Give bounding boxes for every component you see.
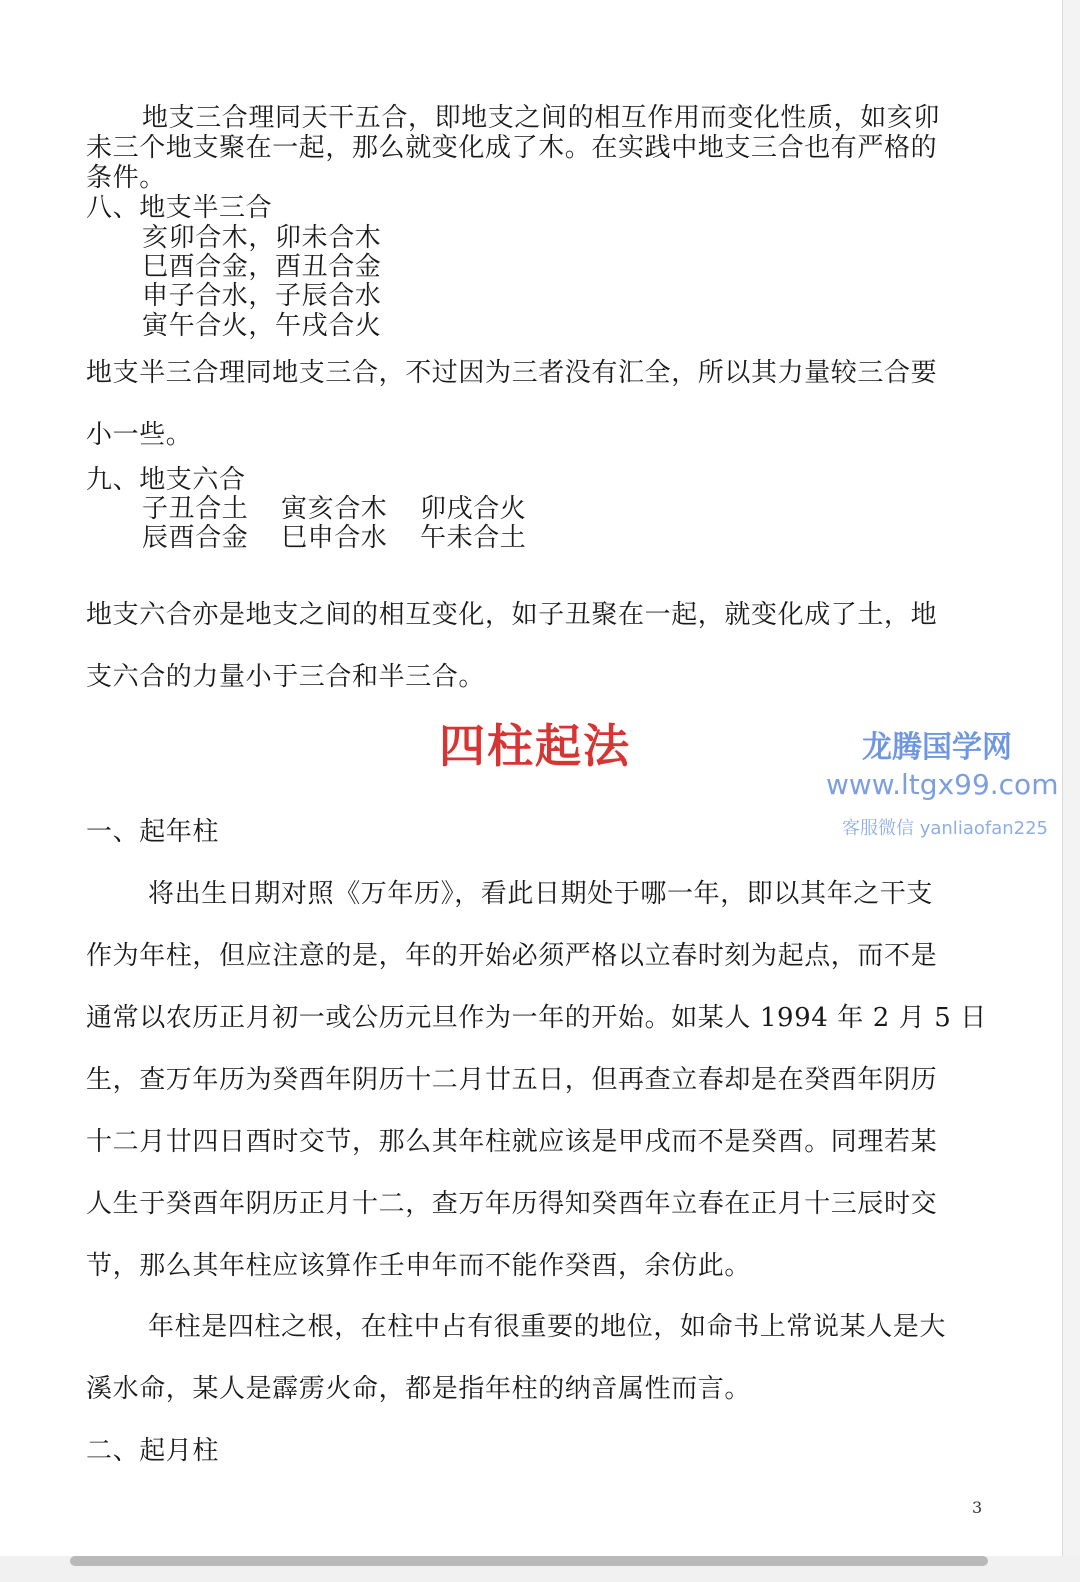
paragraph-text: 溪水命，某人是霹雳火命，都是指年柱的纳音属性而言。 <box>86 1374 752 1404</box>
list-item: 亥卯合木，卯未合木 <box>142 223 382 253</box>
list-item: 午未合土 <box>420 523 527 553</box>
paragraph-text: 生，查万年历为癸酉年阴历十二月廿五日，但再查立春却是在癸酉年阴历 <box>86 1065 938 1095</box>
list-item: 辰酉合金 <box>142 523 249 553</box>
paragraph-text: 地支六合亦是地支之间的相互变化，如子丑聚在一起，就变化成了土，地 <box>86 600 938 630</box>
paragraph-text: 支六合的力量小于三合和半三合。 <box>86 662 486 692</box>
paragraph-text: 地支半三合理同地支三合，不过因为三者没有汇全，所以其力量较三合要 <box>86 358 938 388</box>
paragraph-text: 作为年柱，但应注意的是，年的开始必须严格以立春时刻为起点，而不是 <box>86 941 938 971</box>
list-item: 卯戌合火 <box>420 494 527 524</box>
paragraph-text: 未三个地支聚在一起，那么就变化成了木。在实践中地支三合也有严格的 <box>86 133 938 163</box>
chapter-title: 四柱起法 <box>439 719 631 773</box>
paragraph-text: 通常以农历正月初一或公历元旦作为一年的开始。如某人 1994 年 2 月 5 日 <box>86 1003 987 1033</box>
horizontal-scrollbar[interactable] <box>70 1556 988 1566</box>
watermark-title: 龙腾国学网 <box>862 730 1012 765</box>
paragraph-text: 条件。 <box>86 163 166 193</box>
page-number: 3 <box>972 1498 983 1517</box>
viewer-margin <box>1063 0 1080 1556</box>
paragraph-text: 年柱是四柱之根，在柱中占有很重要的地位，如命书上常说某人是大 <box>148 1312 947 1342</box>
paragraph-text: 小一些。 <box>86 420 193 450</box>
list-item: 寅午合火，午戌合火 <box>142 311 382 341</box>
paragraph-text: 将出生日期对照《万年历》，看此日期处于哪一年，即以其年之干支 <box>148 879 934 909</box>
paragraph-text: 地支三合理同天干五合，即地支之间的相互作用而变化性质，如亥卯 <box>142 103 941 133</box>
paragraph-text: 节，那么其年柱应该算作壬申年而不能作癸酉，余仿此。 <box>86 1251 752 1281</box>
watermark-contact: 客服微信 yanliaofan225 <box>842 818 1048 839</box>
section-heading: 二、起月柱 <box>86 1436 220 1466</box>
list-item: 巳申合水 <box>281 523 388 553</box>
watermark-url: www.ltgx99.com <box>826 768 1059 801</box>
paragraph-text: 十二月廿四日酉时交节，那么其年柱就应该是甲戌而不是癸酉。同理若某 <box>86 1127 938 1157</box>
section-heading: 一、起年柱 <box>86 817 220 847</box>
list-item: 寅亥合木 <box>281 494 388 524</box>
paragraph-text: 人生于癸酉年阴历正月十二，查万年历得知癸酉年立春在正月十三辰时交 <box>86 1189 938 1219</box>
section-heading: 九、地支六合 <box>86 465 246 495</box>
list-item: 申子合水，子辰合水 <box>142 281 382 311</box>
list-item: 子丑合土 <box>142 494 249 524</box>
list-item: 巳酉合金，酉丑合金 <box>142 252 382 282</box>
section-heading: 八、地支半三合 <box>86 193 273 223</box>
